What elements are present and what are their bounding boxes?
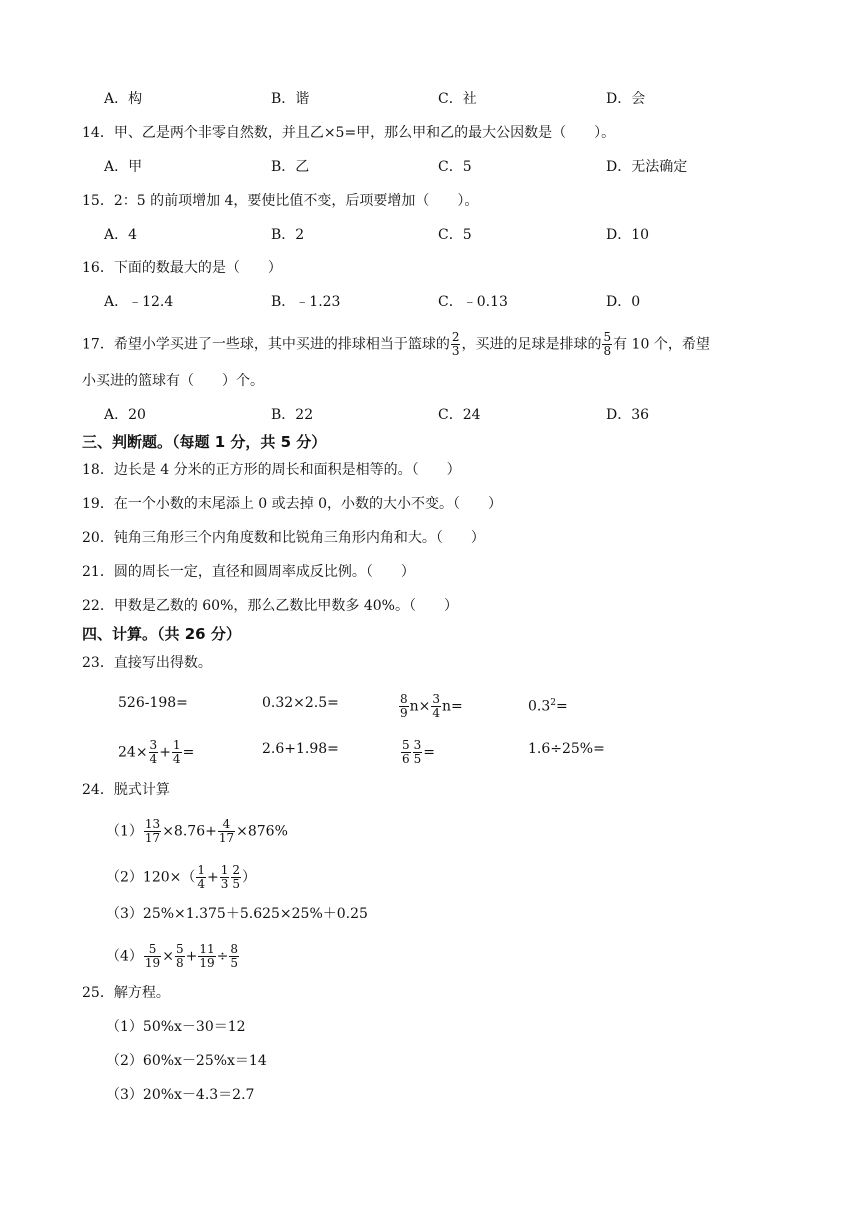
expression-text: + <box>207 869 219 886</box>
q15-option-a: A．4 <box>104 227 138 243</box>
fraction-numerator: 5 <box>402 738 410 752</box>
item-number: （4） <box>106 948 143 965</box>
q23-stem: 23．直接写出得数。 <box>82 655 212 671</box>
fraction <box>144 943 161 970</box>
fraction-denominator: 3 <box>220 877 229 891</box>
q23-r2c2: 2.6+1.98= <box>262 741 339 757</box>
fraction-denominator: 17 <box>218 831 235 845</box>
fraction-denominator: 4 <box>197 877 205 891</box>
item-number: （1） <box>106 823 143 840</box>
q25-stem: 25．解方程。 <box>82 985 170 1001</box>
fraction <box>149 739 159 766</box>
fraction-numerator: 4 <box>218 818 235 832</box>
fraction-denominator: 8 <box>603 344 612 358</box>
judge-item-18: 18．边长是 4 分米的正方形的周长和面积是相等的。（ ） <box>82 462 461 478</box>
fraction-denominator: 5 <box>413 752 422 766</box>
fraction-numerator: 5 <box>144 943 161 957</box>
q14-option-c: C．5 <box>438 159 472 175</box>
judge-item-20: 20．钝角三角形三个内角度数和比锐角三角形内角和大。（ ） <box>82 530 485 546</box>
q23-r1c4 <box>528 693 568 717</box>
fraction-denominator: 19 <box>199 956 215 970</box>
expression-text: = <box>556 698 568 715</box>
expression-text: ÷ <box>216 948 229 965</box>
q16-option-b: B．﹣1.23 <box>271 294 341 310</box>
q15-option-c: C．5 <box>438 227 472 243</box>
fraction <box>401 739 411 766</box>
fraction <box>220 864 230 891</box>
q17-option-b: B．22 <box>271 407 314 423</box>
q14-stem: 14．甲、乙是两个非零自然数，并且乙×5=甲，那么甲和乙的最大公因数是（ ）。 <box>82 125 616 141</box>
q23-r2c3 <box>400 739 435 766</box>
judge-item-22: 22．甲数是乙数的 60%，那么乙数比甲数多 40%。（ ） <box>82 598 458 614</box>
q17-stem-line1 <box>82 331 710 358</box>
fraction-numerator: 2 <box>451 330 460 344</box>
fraction <box>413 739 423 766</box>
fraction-denominator: 5 <box>230 956 238 970</box>
q24-item-4 <box>106 943 240 970</box>
expression-text: （2）120×（ <box>106 869 196 886</box>
expression-text: ×8.76+ <box>162 823 217 840</box>
fraction-denominator: 17 <box>144 831 161 845</box>
fraction-numerator: 3 <box>413 738 422 752</box>
q14-option-a: A．甲 <box>104 159 143 175</box>
fraction-numerator: 8 <box>400 692 408 706</box>
q17-option-c: C．24 <box>438 407 481 423</box>
fraction <box>231 864 241 891</box>
expression-text: ×876% <box>236 823 288 840</box>
fraction-denominator: 3 <box>451 344 460 358</box>
fraction-numerator: 8 <box>230 942 238 956</box>
fraction-numerator: 3 <box>432 692 441 706</box>
q17-fraction-1 <box>451 331 461 358</box>
expression-text: + <box>185 948 198 965</box>
fraction-denominator: 8 <box>175 956 184 970</box>
q13-option-c: C．社 <box>438 91 477 107</box>
fraction-numerator: 1 <box>220 863 229 877</box>
fraction-numerator: 11 <box>199 942 215 956</box>
fraction-denominator: 4 <box>149 752 158 766</box>
fraction-numerator: 5 <box>603 330 612 344</box>
q23-r2c4: 1.6÷25%= <box>528 741 605 757</box>
q17-stem-part1: 17．希望小学买进了一些球，其中买进的排球相当于篮球的 <box>82 336 450 353</box>
q16-option-a: A．﹣12.4 <box>104 294 174 310</box>
q24-item-1 <box>106 818 288 845</box>
fraction-denominator: 6 <box>402 752 410 766</box>
expression-text: × <box>162 948 174 965</box>
q13-option-d: D．会 <box>606 91 646 107</box>
fraction-numerator: 1 <box>172 738 181 752</box>
q15-stem: 15．2：5 的前项增加 4，要使比值不变，后项要增加（ ）。 <box>82 193 479 209</box>
expression-text: = <box>182 744 195 761</box>
expression-text: = <box>423 744 436 761</box>
q15-option-d: D．10 <box>606 227 650 243</box>
fraction-numerator: 1 <box>197 863 205 877</box>
fraction-denominator: 4 <box>172 752 181 766</box>
fraction <box>431 693 441 720</box>
q25-item-2: （2）60%x－25%x＝14 <box>106 1053 267 1069</box>
expression-text: n× <box>409 698 431 715</box>
q13-option-b: B．谐 <box>271 91 310 107</box>
q23-r1c1: 526-198= <box>118 695 188 711</box>
q24-stem: 24．脱式计算 <box>82 782 170 798</box>
q25-item-3: （3）20%x－4.3＝2.7 <box>106 1087 255 1103</box>
fraction-denominator: 5 <box>232 877 241 891</box>
q14-option-d: D．无法确定 <box>606 159 688 175</box>
fraction <box>399 693 409 720</box>
q16-option-c: C．﹣0.13 <box>438 294 508 310</box>
fraction-numerator: 13 <box>144 817 161 831</box>
q16-option-d: D．0 <box>606 294 641 310</box>
fraction <box>196 864 206 891</box>
q23-r1c2: 0.32×2.5= <box>262 695 339 711</box>
q17-option-d: D．36 <box>606 407 650 423</box>
fraction <box>175 943 185 970</box>
fraction-denominator: 4 <box>432 706 441 720</box>
expression-text: ） <box>242 869 257 886</box>
section-3-heading: 三、判断题。（每题 1 分，共 5 分） <box>82 433 327 451</box>
fraction <box>229 943 239 970</box>
q17-stem-line2: 小买进的篮球有（ ）个。 <box>82 373 264 389</box>
fraction <box>198 943 215 970</box>
section-4-heading: 四、计算。（共 26 分） <box>82 625 241 643</box>
q13-option-a: A．构 <box>104 91 143 107</box>
q16-stem: 16．下面的数最大的是（ ） <box>82 260 282 276</box>
q23-r2c1 <box>118 739 194 766</box>
q17-stem-part2: ，买进的足球是排球的 <box>461 336 602 353</box>
q23-r1c3 <box>398 693 463 720</box>
expression-text: + <box>159 744 171 761</box>
fraction <box>218 818 235 845</box>
judge-item-21: 21．圆的周长一定，直径和圆周率成反比例。（ ） <box>82 564 415 580</box>
fraction-numerator: 2 <box>232 863 241 877</box>
q14-option-b: B．乙 <box>271 159 310 175</box>
fraction <box>144 818 161 845</box>
fraction-numerator: 5 <box>175 942 184 956</box>
fraction-numerator: 3 <box>149 738 158 752</box>
exponent: 2 <box>550 698 556 708</box>
q17-fraction-2 <box>602 331 612 358</box>
q24-item-2 <box>106 864 256 891</box>
q15-option-b: B．2 <box>271 227 305 243</box>
q25-item-1: （1）50%x－30＝12 <box>106 1019 246 1035</box>
q17-option-a: A．20 <box>104 407 146 423</box>
fraction-denominator: 9 <box>400 706 408 720</box>
expression-text: 24× <box>118 744 148 761</box>
q24-item-3: （3）25%×1.375＋5.625×25%＋0.25 <box>106 906 368 922</box>
expression-text: n= <box>442 698 463 715</box>
expression-text: 0.3 <box>528 698 551 715</box>
fraction <box>172 739 182 766</box>
judge-item-19: 19．在一个小数的末尾添上 0 或去掉 0，小数的大小不变。（ ） <box>82 496 502 512</box>
q17-stem-part3: 有 10 个，希望 <box>613 336 710 353</box>
fraction-denominator: 19 <box>144 956 161 970</box>
